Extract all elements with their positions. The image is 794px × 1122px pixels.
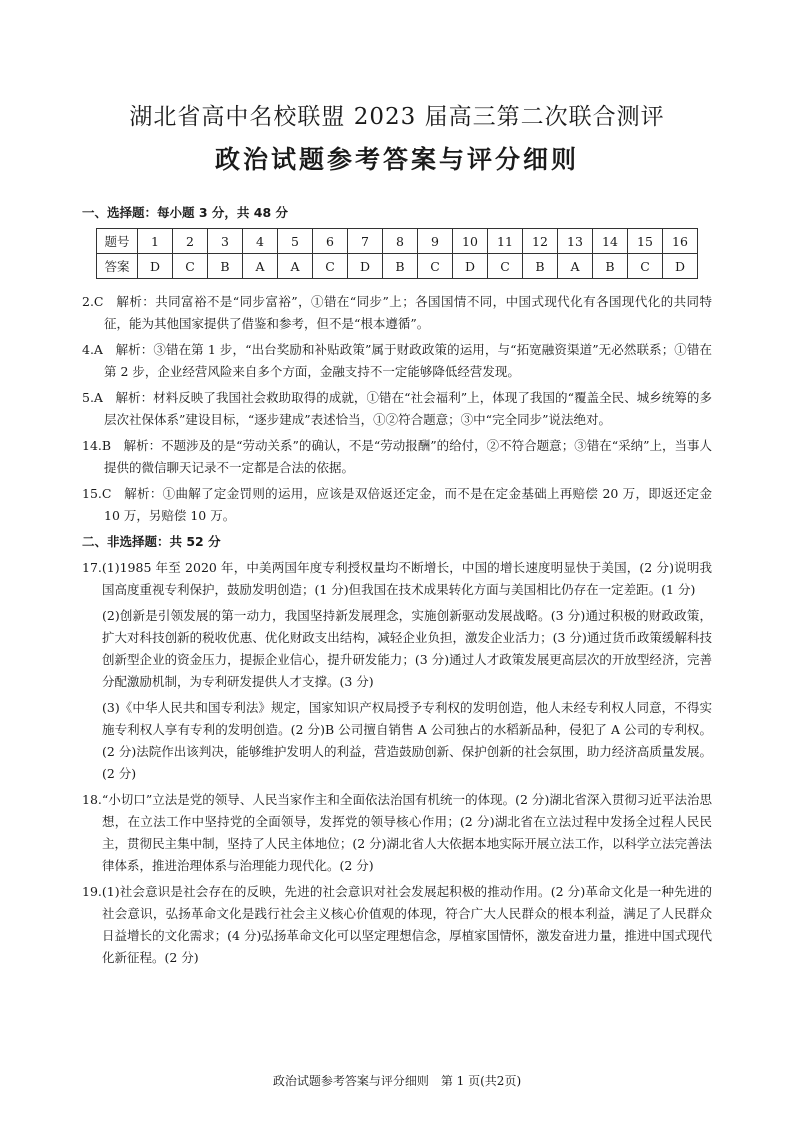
answer-cell: D [348,254,383,279]
explanation-text: 解析：不题涉及的是“劳动关系”的确认，不是“劳动报酬”的给付，②不符合题意；③错在“采纳”上，当事人提供的微信聊天记录不一定都是合法的依据。 [104,438,712,475]
answer-cell: B [383,254,418,279]
q17-part2: (2)创新是引领发展的第一动力，我国坚持新发展理念，实施创新驱动发展战略。(3 分)通过积极的财政政策，扩大对科技创新的税收优惠、优化财政支出结构，减轻企业负担，激发企业活力；(3 分)通过货币政策缓解科技创新型企业的资金压力，提振企业信心，提升研发能力；(3 分)通过人才政策发展更高层次的开放型经济，完善分配激励机制，为专利研发提供人才支撑。(3 分) [102,608,712,689]
q19-answer: 19.(1)社会意识是社会存在的反映，先进的社会意识对社会发展起积极的推动作用。(2 分)革命文化是一种先进的社会意识，弘扬革命文化是践行社会主义核心价值观的体现，符合广大人民群众的根本利益，满足了人民群众日益增长的文化需求；(4 分)弘扬革命文化可以坚定理想信念，厚植家国情怀，激发奋进力量，推进中国式现代化新征程。(2 分) [82,884,712,965]
explanation-id: 15.C [82,486,112,501]
explanation-text: 解析：①曲解了定金罚则的运用，应该是双倍返还定金，而不是在定金基础上再赔偿 20 万，即返还定金 10 万，另赔偿 10 万。 [104,486,712,523]
document-title: 湖北省高中名校联盟 2023 届高三第二次联合测评 [129,104,665,130]
answer-cell: B [593,254,628,279]
answer-cell: C [418,254,453,279]
question-number-cell: 2 [173,229,208,254]
explanation-item [82,387,712,431]
q17-part1: 17.(1)1985 年至 2020 年，中美两国年度专利授权量均不断增长，中国的增长速度明显快于美国，(2 分)说明我国高度重视专利保护，鼓励发明创造；(1 分)但我国在技术成果转化方面与美国相比仍存在一定差距。(1 分) [82,560,712,597]
answer-cell: C [313,254,348,279]
answer-cell: A [278,254,313,279]
explanation-text: 解析：材料反映了我国社会救助取得的成就，①错在“社会福利”上，体现了我国的“覆盖全民、城乡统筹的多层次社保体系”建设目标，“逐步建成”表述恰当，①②符合题意；③中“完全同步”说法绝对。 [104,390,712,427]
question-number-cell: 10 [453,229,488,254]
question-number-cell: 16 [663,229,698,254]
section-one-heading: 一、选择题：每小题 3 分，共 48 分 [82,205,289,220]
explanation-id: 14.B [82,438,112,453]
answer-cell: D [663,254,698,279]
question-number-cell: 14 [593,229,628,254]
answer-table [96,228,698,279]
answer-cell: A [243,254,278,279]
question-number-cell: 1 [138,229,173,254]
question-number-cell: 15 [628,229,663,254]
table-header-cell: 题号 [97,229,138,254]
explanation-item [82,435,712,479]
question-number-cell: 6 [313,229,348,254]
explanation-id: 5.A [82,390,103,405]
answer-cell: B [523,254,558,279]
answer-cell: C [173,254,208,279]
answer-body [82,291,712,973]
explanation-item [82,291,712,335]
question-number-cell: 4 [243,229,278,254]
answer-cell: D [453,254,488,279]
question-number-cell: 11 [488,229,523,254]
explanation-item [82,483,712,527]
question-number-cell: 9 [418,229,453,254]
explanation-item [82,339,712,383]
question-number-cell: 8 [383,229,418,254]
explanation-text: 解析：③错在第 1 步，“出台奖励和补贴政策”属于财政政策的运用，与“拓宽融资渠道”无必然联系；①错在第 2 步，企业经营风险来自多个方面，金融支持不一定能够降低经营发现。 [104,342,712,379]
answer-cell: D [138,254,173,279]
q18-answer: 18.“小切口”立法是党的领导、人民当家作主和全面依法治国有机统一的体现。(2 分)湖北省深入贯彻习近平法治思想，在立法工作中坚持党的全面领导，发挥党的领导核心作用；(2 分)湖北省在立法过程中发扬全过程人民民主，贯彻民主集中制，坚持了人民主体地位；(2 分)湖北省人大依据本地实际开展立法工作，以科学立法完善法律体系，推进治理体系与治理能力现代化。(2 分) [82,792,712,873]
answer-cell: A [558,254,593,279]
explanation-id: 2.C [82,294,104,309]
question-number-cell: 3 [208,229,243,254]
table-row-numbers [97,229,698,254]
question-number-cell: 12 [523,229,558,254]
question-number-cell: 7 [348,229,383,254]
answer-cell: B [208,254,243,279]
question-number-cell: 5 [278,229,313,254]
table-row-answers [97,254,698,279]
explanation-id: 4.A [82,342,103,357]
q17-part3: (3)《中华人民共和国专利法》规定，国家知识产权局授予专利权的发明创造，他人未经专利权人同意，不得实施专利权人享有专利的发明创造。(2 分)B 公司擅自销售 A 公司独占的水稻新品种，侵犯了 A 公司的专利权。(2 分)法院作出该判决，能够维护发明人的利益，营造鼓励创新、保护创新的社会氛围，助力经济高质量发展。(2 分) [102,700,712,781]
section-two-heading: 二、非选择题：共 52 分 [82,534,221,549]
answer-cell: C [628,254,663,279]
explanation-text: 解析：共同富裕不是“同步富裕”，①错在“同步”上；各国国情不同，中国式现代化有各国现代化的共同特征，能为其他国家提供了借鉴和参考，但不是“根本遵循”。 [104,294,712,331]
answer-cell: C [488,254,523,279]
document-subtitle: 政治试题参考答案与评分细则 [214,145,579,174]
table-header-cell: 答案 [97,254,138,279]
question-number-cell: 13 [558,229,593,254]
page-footer: 政治试题参考答案与评分细则 第 1 页(共2页) [272,1074,522,1088]
